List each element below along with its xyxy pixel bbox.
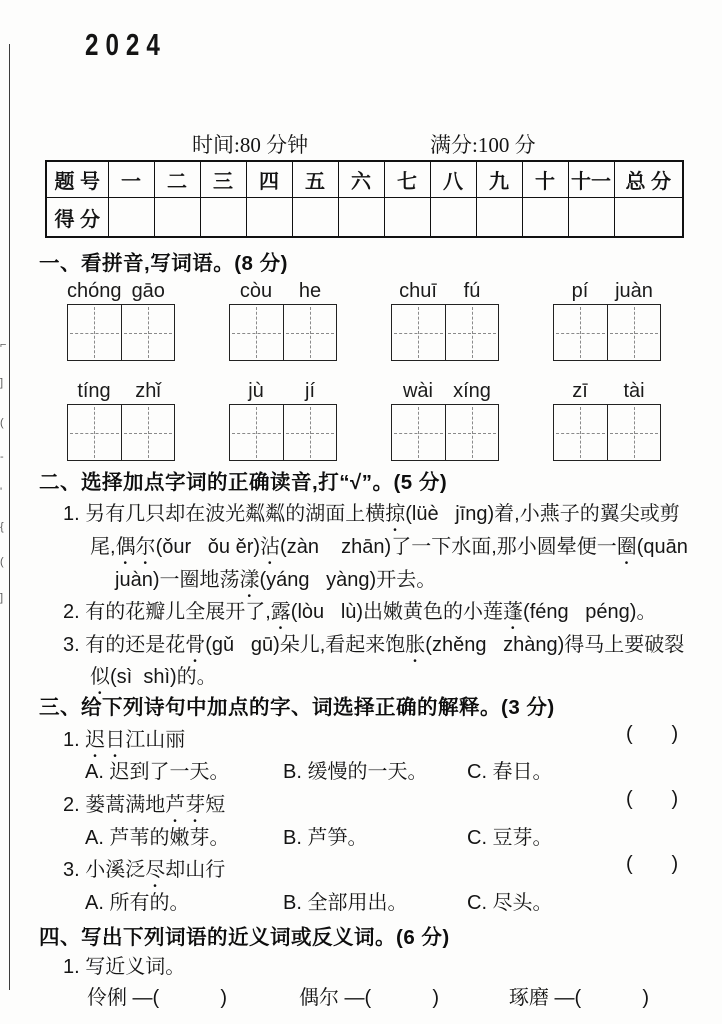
synonym-fill[interactable]: 伶俐 —( ) [87,987,227,1009]
dotted-char: 胀 [405,634,426,656]
text-run: (ǒur ǒu ěr) [155,536,261,558]
score-cell[interactable] [154,198,200,238]
header-cell-6: 六 [338,161,384,198]
text-run: 却山行 [165,859,226,881]
pinyin-label [229,381,337,402]
time-label: 时间:80 分钟 [192,133,309,157]
writing-grid[interactable] [67,404,175,461]
score-cell[interactable] [476,198,522,238]
option-c: C. 春日。 [467,761,553,783]
section4-title: 四、写出下列词语的近义词或反义词。(6 分) [39,926,450,949]
margin-mark: ] [0,378,4,389]
margin-mark: ( [0,418,4,429]
header-cell-total: 总 分 [614,161,683,198]
text-run: 2. 有的花瓣儿全展开了, [63,601,271,623]
margin-mark: - [0,452,4,463]
pinyin-syllable: chuī [399,280,437,302]
score-cell[interactable] [338,198,384,238]
pinyin-syllable: zhǐ [135,380,161,402]
header-cell-11: 十一 [568,161,614,198]
pinyin-group [553,381,661,461]
text-run: (lòu lù)出嫩黄色的小莲 [290,601,504,623]
pinyin-group [391,381,499,461]
answer-paren[interactable]: ( ) [626,723,679,745]
margin-mark: { [0,522,4,533]
synonym-fill[interactable]: 偶尔 —( ) [299,987,439,1009]
text-run: (yáng yàng)开去。 [259,569,437,591]
pinyin-syllable: he [298,280,322,302]
options-row [0,821,722,849]
pinyin-group [67,381,175,461]
writing-grid[interactable] [391,404,499,461]
section2-title: 二、选择加点字词的正确读音,打“√”。(5 分) [39,471,448,494]
pinyin-label [67,381,175,402]
options-row [0,886,722,914]
pinyin-label [391,281,499,302]
option-c: C. 豆芽。 [467,827,553,849]
dotted-char: 偶尔 [115,536,156,558]
dotted-char: 漾 [239,569,260,591]
text-run: 短 [205,794,226,816]
pinyin-group [229,381,337,461]
pinyin-group [229,281,337,361]
header-cell-5: 五 [292,161,338,198]
pinyin-label [553,381,661,402]
dotted-char: 迟日 [85,729,126,751]
pinyin-syllable: tài [623,380,645,402]
dotted-char: 掠 [385,503,406,525]
writing-grid[interactable] [229,304,337,361]
dotted-char: 圈 [616,536,637,558]
pinyin-syllable: fú [463,280,481,302]
pinyin-label [553,281,661,302]
pinyin-syllable: xíng [453,380,491,402]
text-run: (quān [636,536,688,558]
pinyin-label [229,281,337,302]
dotted-char: 沾 [260,536,281,558]
header-cell-tihao: 题 号 [46,161,108,198]
option-a: A. 所有的。 [85,892,190,914]
margin-mark: ' [0,487,3,498]
score-cell[interactable] [200,198,246,238]
header-cell-7: 七 [384,161,430,198]
dotted-char: 蓬 [503,601,524,623]
score-table-score-row [46,198,683,238]
pinyin-syllable: tíng [77,380,111,402]
pinyin-label [391,381,499,402]
writing-grid[interactable] [553,404,661,461]
dotted-char: 露 [270,601,291,623]
pinyin-group [553,281,661,361]
score-row-label: 得 分 [46,198,108,238]
text-run: 江山丽 [125,729,186,751]
text-run: juàn)一圈地荡 [115,569,240,591]
header-cell-10: 十 [522,161,568,198]
text-run: (zhěng zhàng)得马上要破裂 [425,634,685,656]
dotted-char: 似 [90,666,110,688]
score-table [45,160,684,238]
header-cell-4: 四 [246,161,292,198]
section3-title: 三、给下列诗句中加点的字、词选择正确的解释。(3 分) [39,696,555,719]
text-run: (lüè jīng)着,小燕子的翼尖或剪 [405,503,680,525]
option-a: A. 芦苇的嫩芽。 [85,827,230,849]
text-run: (gǔ gū)朵儿,看起来饱 [205,634,406,656]
writing-grid[interactable] [391,304,499,361]
text-run: 尾, [90,536,116,558]
option-b: B. 芦笋。 [283,827,368,849]
text-run: (zàn zhān)了一下水面,那小圆晕便一 [280,536,617,558]
writing-grid[interactable] [229,404,337,461]
pinyin-syllable: zī [572,380,588,402]
pinyin-label [67,281,175,302]
option-b: B. 缓慢的一天。 [283,761,428,783]
text-run: 3. 有的还是花 [63,634,186,656]
option-c: C. 尽头。 [467,892,553,914]
pinyin-syllable: pí [571,280,589,302]
synonym-fill[interactable]: 琢磨 —( ) [509,987,649,1009]
score-table-header-row [46,161,683,198]
pinyin-syllable: gāo [131,280,165,302]
pinyin-group [67,281,175,361]
text-run: 1. [63,729,86,751]
pinyin-syllable: jí [305,380,315,402]
full-score-label: 满分:100 分 [430,133,536,157]
header-cell-8: 八 [430,161,476,198]
header-cell-2: 二 [154,161,200,198]
score-cell[interactable] [384,198,430,238]
writing-grid[interactable] [553,304,661,361]
pinyin-syllable: juàn [615,280,653,302]
synonym-fill-row [0,981,722,1007]
header-cell-3: 三 [200,161,246,198]
pinyin-syllable: jù [248,380,264,402]
pinyin-group [391,281,499,361]
binding-rule-line [9,44,10,990]
option-a: A. 迟到了一天。 [85,761,230,783]
writing-grid[interactable] [67,304,175,361]
year-label: 2024 [85,27,167,62]
pinyin-syllable: còu [239,280,273,302]
text-run: 3. 小溪泛 [63,859,146,881]
answer-paren[interactable]: ( ) [626,853,679,875]
pinyin-syllable: wài [402,380,433,402]
dotted-char: 骨 [185,634,206,656]
section1-title: 一、看拼音,写词语。(8 分) [39,252,288,275]
dotted-char: 尽 [145,859,166,881]
subsection-label: 1. 写近义词。 [63,956,186,978]
score-cell[interactable] [292,198,338,238]
options-row [0,755,722,783]
score-cell[interactable] [246,198,292,238]
answer-paren[interactable]: ( ) [626,788,679,810]
header-cell-1: 一 [108,161,154,198]
header-cell-9: 九 [476,161,522,198]
text-run: (sì shì)的。 [110,666,217,688]
margin-mark: ] [0,593,4,604]
dotted-char: 芦芽 [165,794,206,816]
score-cell[interactable] [430,198,476,238]
score-cell[interactable] [568,198,614,238]
margin-mark: ⌐ [0,340,7,351]
pinyin-syllable: chóng [67,280,122,302]
score-cell[interactable] [108,198,154,238]
text-run: (féng péng)。 [523,601,657,623]
text-run: 1. 另有几只却在波光粼粼的湖面上横 [63,503,386,525]
score-cell-total[interactable] [614,198,683,238]
text-run: 2. 蒌蒿满地 [63,794,166,816]
margin-mark: ( [0,557,4,568]
option-b: B. 全部用出。 [283,892,408,914]
score-cell[interactable] [522,198,568,238]
